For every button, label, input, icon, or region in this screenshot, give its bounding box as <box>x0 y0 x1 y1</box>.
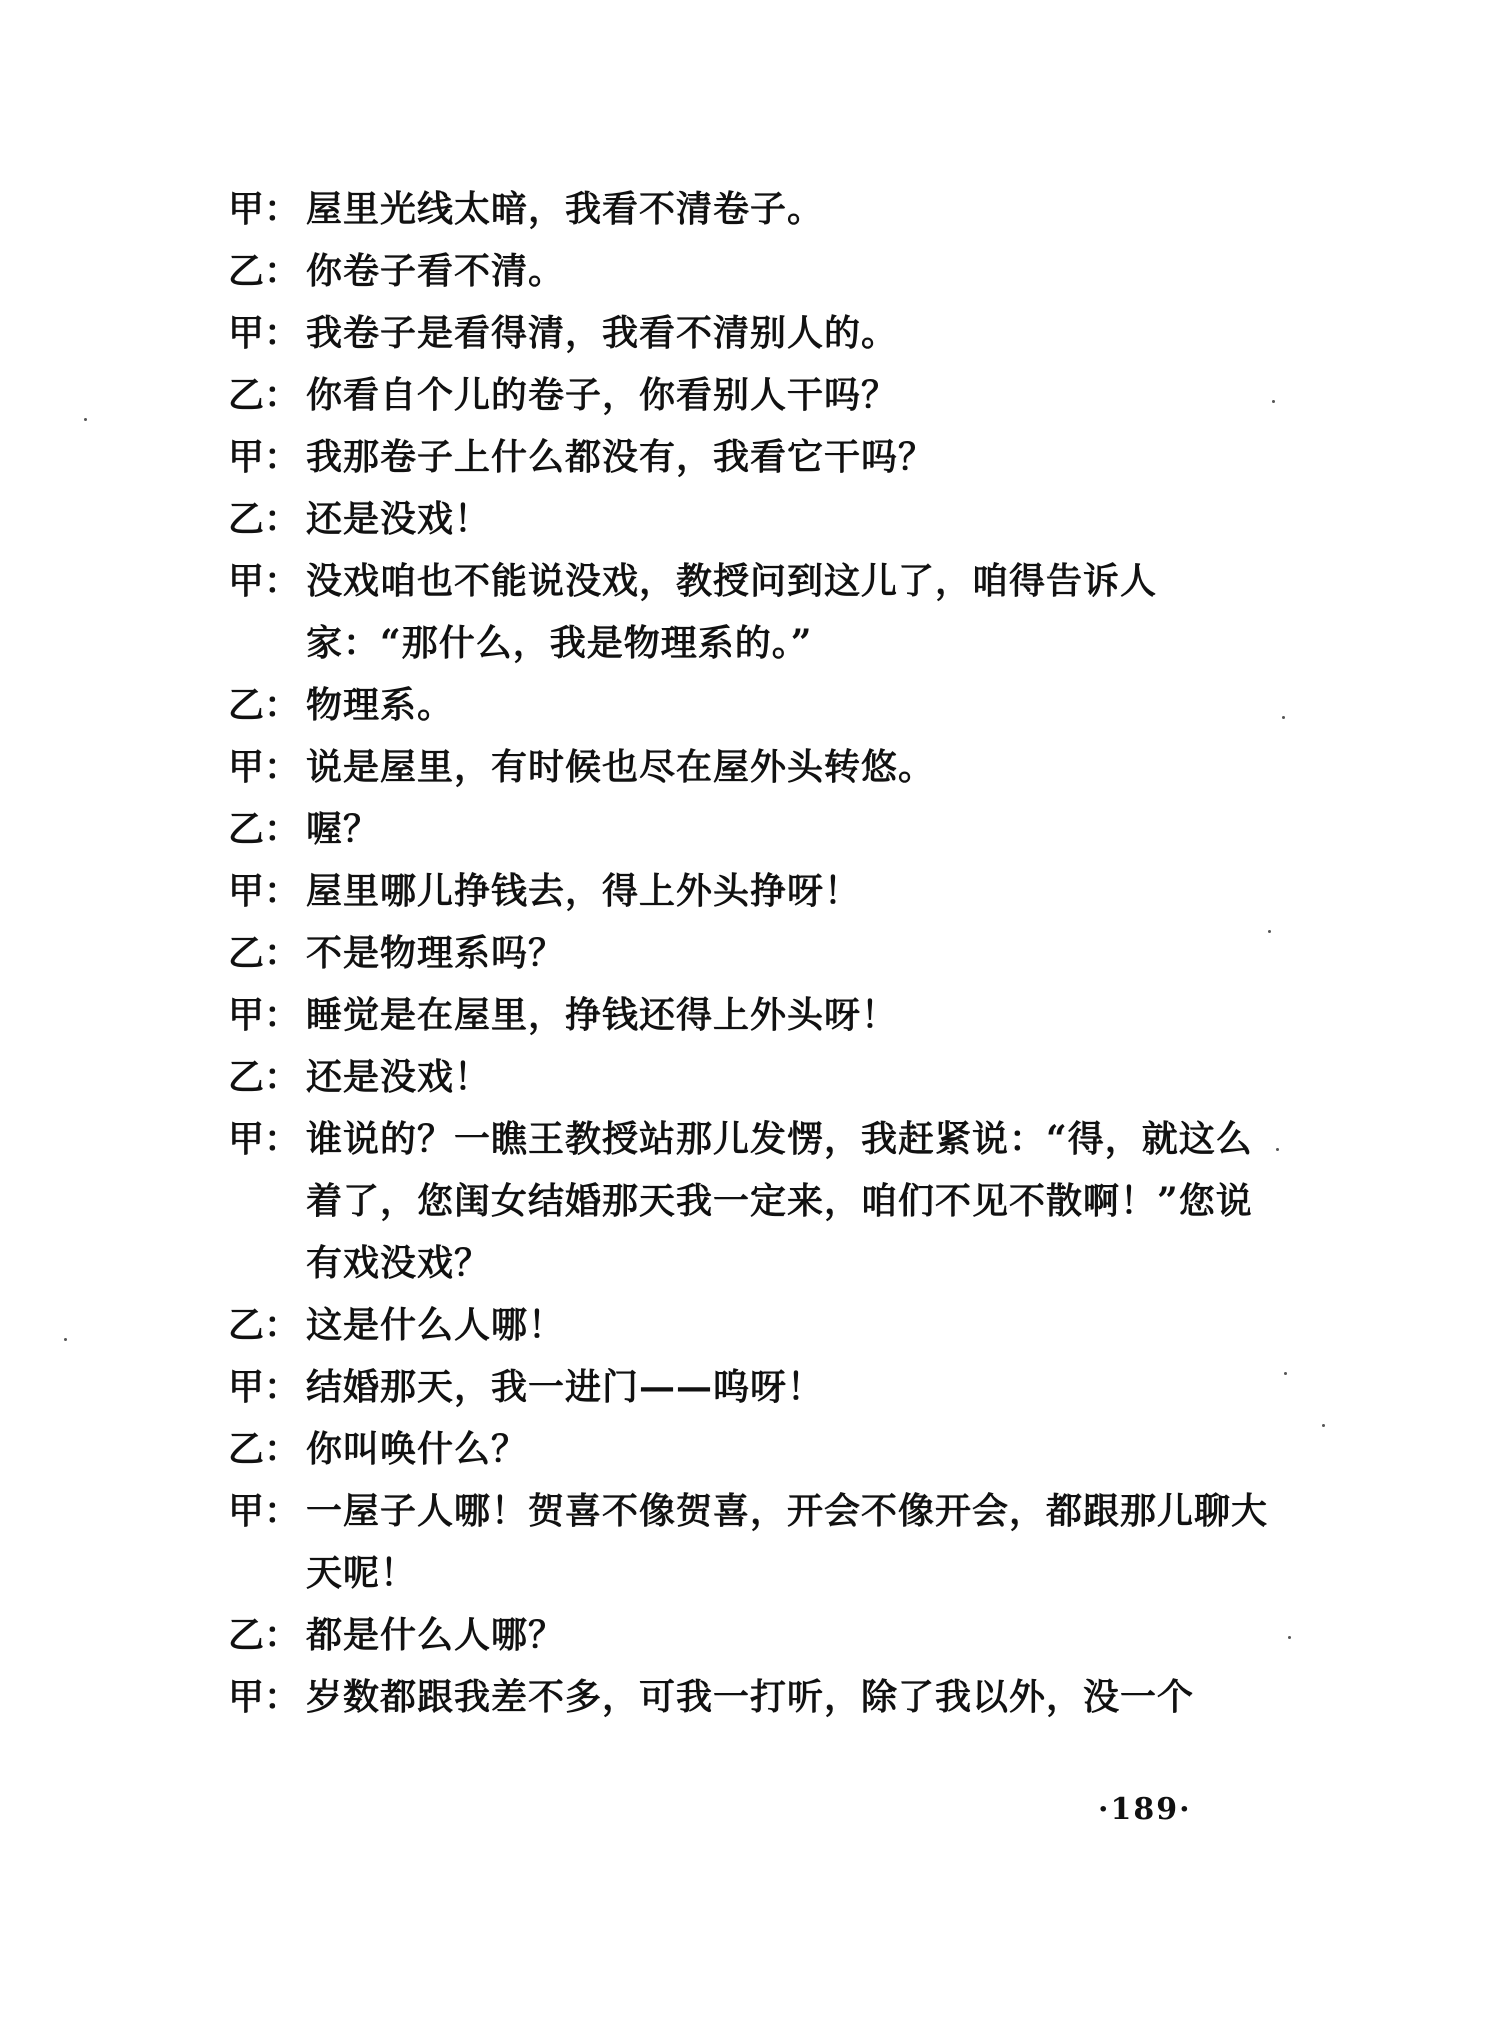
dialogue-line <box>228 178 1288 240</box>
dialogue-line <box>228 1356 1288 1418</box>
speaker-label: 乙： <box>228 808 301 850</box>
scan-speck <box>1282 716 1285 719</box>
speaker-label: 乙： <box>228 1304 301 1346</box>
speaker-label: 乙： <box>228 374 301 416</box>
speaker-label: 乙： <box>228 932 301 974</box>
speaker-label: 甲： <box>228 1366 301 1408</box>
dialogue-text <box>228 178 1288 1728</box>
dialogue-speech: 屋里哪儿挣钱去，得上外头挣呀！ <box>306 870 862 912</box>
dialogue-line <box>228 1604 1288 1666</box>
dialogue-speech: 这是什么人哪！ <box>306 1304 566 1346</box>
speaker-label: 甲： <box>228 188 301 230</box>
speaker-label: 甲： <box>228 1118 301 1160</box>
dialogue-speech: 结婚那天，我一进门——呜呀！ <box>306 1366 825 1408</box>
speaker-label: 乙： <box>228 498 301 540</box>
dialogue-speech: 说是屋里，有时候也尽在屋外头转悠。 <box>306 746 936 788</box>
dialogue-line <box>228 1480 1288 1604</box>
dialogue-line <box>228 1418 1288 1480</box>
speaker-label: 乙： <box>228 1614 301 1656</box>
dialogue-speech: 我那卷子上什么都没有，我看它干吗？ <box>306 436 936 478</box>
dialogue-speech: 喔？ <box>306 808 381 850</box>
scan-speck <box>64 1338 67 1341</box>
speaker-label: 甲： <box>228 560 301 602</box>
speaker-label: 乙： <box>228 684 301 726</box>
dialogue-speech: 你卷子看不清。 <box>306 250 566 292</box>
scan-speck <box>84 418 87 421</box>
dialogue-line <box>228 488 1288 550</box>
dialogue-line <box>228 426 1288 488</box>
speaker-label: 甲： <box>228 1676 301 1718</box>
dialogue-speech: 谁说的？一瞧王教授站那儿发愣，我赶紧说：“得，就这么着了，您闺女结婚那天我一定来，咱们不见不散啊！”您说有戏没戏？ <box>306 1118 1253 1284</box>
dialogue-speech: 还是没戏！ <box>306 1056 492 1098</box>
scan-speck <box>1288 1636 1291 1639</box>
dialogue-speech: 你看自个儿的卷子，你看别人干吗？ <box>306 374 899 416</box>
speaker-label: 甲： <box>228 312 301 354</box>
scan-speck <box>1268 930 1271 933</box>
dialogue-speech: 睡觉是在屋里，挣钱还得上外头呀！ <box>306 994 899 1036</box>
dialogue-speech: 没戏咱也不能说没戏，教授问到这儿了，咱得告诉人家：“那什么，我是物理系的。” <box>306 560 1158 664</box>
dialogue-speech: 屋里光线太暗，我看不清卷子。 <box>306 188 825 230</box>
dialogue-speech: 还是没戏！ <box>306 498 492 540</box>
dialogue-speech: 物理系。 <box>306 684 455 726</box>
dialogue-line <box>228 1108 1288 1294</box>
dialogue-line <box>228 984 1288 1046</box>
speaker-label: 甲： <box>228 870 301 912</box>
dialogue-line <box>228 550 1288 674</box>
scan-speck <box>1322 1424 1325 1427</box>
dialogue-speech: 都是什么人哪？ <box>306 1614 566 1656</box>
dialogue-speech: 不是物理系吗？ <box>306 932 566 974</box>
dialogue-line <box>228 922 1288 984</box>
dialogue-speech: 岁数都跟我差不多，可我一打听，除了我以外，没一个 <box>306 1676 1195 1718</box>
dialogue-line <box>228 736 1288 798</box>
speaker-label: 甲： <box>228 746 301 788</box>
speaker-label: 乙： <box>228 250 301 292</box>
dialogue-line <box>228 302 1288 364</box>
dialogue-speech: 一屋子人哪！贺喜不像贺喜，开会不像开会，都跟那儿聊大天呢！ <box>306 1490 1269 1594</box>
dialogue-line <box>228 1294 1288 1356</box>
dialogue-line <box>228 674 1288 736</box>
dialogue-line <box>228 1666 1288 1728</box>
scan-speck <box>1284 1372 1287 1375</box>
dialogue-line <box>228 1046 1288 1108</box>
dialogue-line <box>228 364 1288 426</box>
page-number: ·189· <box>1098 1792 1192 1827</box>
dialogue-line <box>228 860 1288 922</box>
scan-speck <box>1276 1148 1279 1151</box>
dialogue-line <box>228 798 1288 860</box>
speaker-label: 乙： <box>228 1056 301 1098</box>
speaker-label: 乙： <box>228 1428 301 1470</box>
dialogue-line <box>228 240 1288 302</box>
scan-speck <box>1272 400 1275 403</box>
speaker-label: 甲： <box>228 1490 301 1532</box>
speaker-label: 甲： <box>228 994 301 1036</box>
dialogue-speech: 你叫唤什么？ <box>306 1428 529 1470</box>
speaker-label: 甲： <box>228 436 301 478</box>
dialogue-speech: 我卷子是看得清，我看不清别人的。 <box>306 312 899 354</box>
